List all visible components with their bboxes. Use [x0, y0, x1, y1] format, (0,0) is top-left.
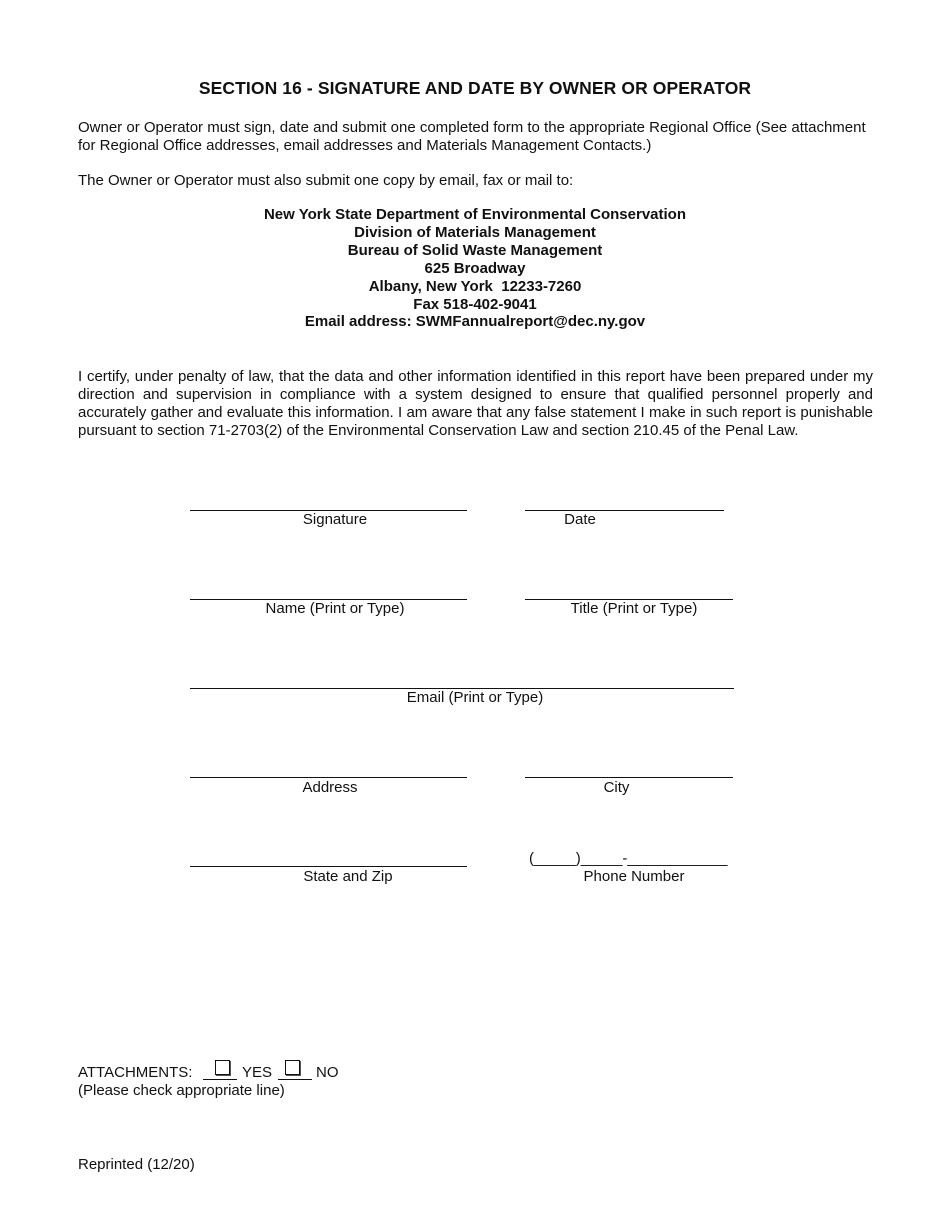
certification-statement: I certify, under penalty of law, that the data and other information identified in this report have been prepared under my direction and supervision in compliance with a system designed to ensure that qualified personnel properly and accurately gather and evaluate this information. I am aware that any false statement I make in such report is punishable pursuant to section 71-2703(2) of the Environmental Conservation Law and section 210.45 of the Penal Law.	[78, 368, 873, 439]
address-line: New York State Department of Environmental Conservation	[263, 206, 687, 223]
date-label: Date	[564, 511, 596, 528]
state-zip-value	[190, 851, 467, 865]
mailing-address	[0, 206, 950, 331]
state-zip-label: State and Zip	[303, 868, 393, 885]
signature-label: Signature	[302, 511, 368, 528]
date-value	[525, 495, 724, 509]
attachments-label: ATTACHMENTS:	[78, 1064, 193, 1081]
intro-paragraph: Owner or Operator must sign, date and submit one completed form to the appropriate Regional Office (See attachment for Regional Office addresses, email addresses and Materials Management Contacts.)	[78, 119, 866, 154]
signature-field[interactable]	[190, 495, 467, 511]
address-label: Address	[302, 779, 358, 796]
phone-number-field[interactable]: (_____)_____-____________	[529, 850, 728, 867]
attachments-note: (Please check appropriate line)	[78, 1082, 285, 1099]
attachments-no-label: NO	[316, 1064, 339, 1081]
name-value	[190, 584, 467, 598]
address-field[interactable]	[190, 762, 467, 778]
address-line: 625 Broadway	[424, 259, 526, 277]
email-label: Email (Print or Type)	[406, 689, 544, 706]
email-value	[190, 673, 734, 687]
phone-number-label: Phone Number	[583, 868, 685, 885]
name-field[interactable]	[190, 584, 467, 600]
copy-instruction: The Owner or Operator must also submit one copy by email, fax or mail to:	[78, 172, 574, 189]
title-value	[525, 584, 733, 598]
address-value	[190, 762, 467, 776]
name-label: Name (Print or Type)	[265, 600, 405, 617]
state-zip-line	[190, 866, 467, 867]
address-line: Fax 518-402-9041	[413, 295, 537, 313]
title-label: Title (Print or Type)	[570, 600, 698, 617]
city-value	[525, 762, 733, 776]
title-field[interactable]	[525, 584, 733, 600]
signature-value	[190, 495, 467, 509]
city-label: City	[603, 779, 630, 796]
state-zip-field[interactable]	[190, 851, 467, 867]
attachments-yes-checkbox[interactable]	[215, 1060, 230, 1075]
email-field[interactable]	[190, 673, 734, 689]
date-field[interactable]	[525, 495, 724, 511]
attachments-yes-line	[203, 1060, 237, 1080]
attachments-no-checkbox[interactable]	[285, 1060, 300, 1075]
address-line	[190, 777, 467, 778]
attachments-no-line	[278, 1060, 312, 1080]
city-line	[525, 777, 733, 778]
address-line: Albany, New York 12233-7260	[368, 277, 582, 295]
attachments-yes-label: YES	[242, 1064, 273, 1081]
address-email-line: Email address: SWMFannualreport@dec.ny.gov	[304, 313, 646, 331]
section-title: SECTION 16 - SIGNATURE AND DATE BY OWNER OR OPERATOR	[198, 78, 752, 98]
city-field[interactable]	[525, 762, 733, 778]
reprinted-footer: Reprinted (12/20)	[78, 1156, 195, 1173]
address-line: Division of Materials Management	[354, 223, 596, 241]
address-line: Bureau of Solid Waste Management	[347, 241, 603, 259]
attachments-row	[78, 1064, 192, 1082]
